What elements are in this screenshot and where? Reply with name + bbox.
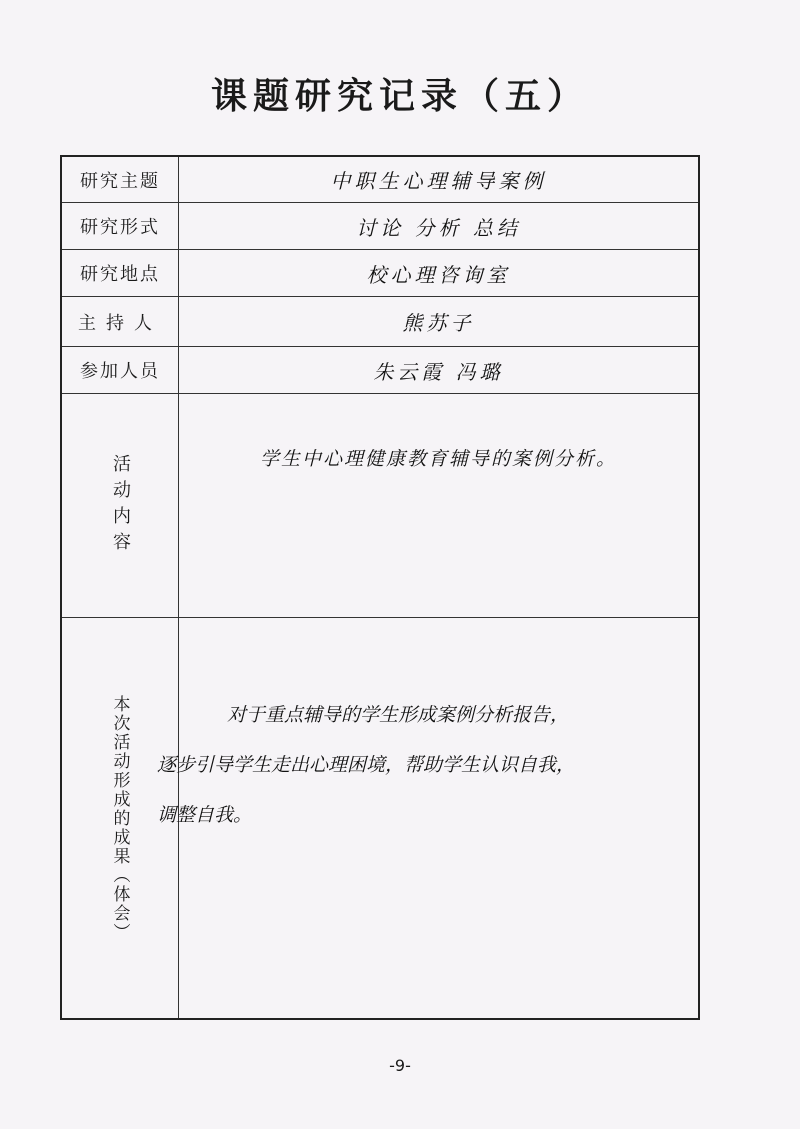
page-title: 课题研究记录（五） — [210, 76, 589, 117]
outcome-label: 本次活动形成的成果（体会） — [62, 618, 179, 1018]
page-number: -9- — [389, 1056, 411, 1075]
form-label: 研究形式 — [62, 203, 179, 249]
row-topic — [62, 157, 698, 203]
host-label: 主持人 — [62, 297, 179, 346]
host-value: 熊苏子 — [402, 311, 475, 335]
topic-label: 研究主题 — [62, 157, 179, 202]
topic-value: 中职生心理辅导案例 — [330, 169, 547, 193]
activity-label: 活动内容 — [62, 394, 179, 617]
outcome-text — [157, 690, 637, 840]
row-form — [62, 203, 698, 250]
outcome-line-2: 逐步引导学生走出心理困境，帮助学生认识自我， — [157, 754, 576, 776]
location-label: 研究地点 — [62, 250, 179, 296]
outcome-line-3: 调整自我。 — [157, 804, 253, 826]
location-value: 校心理咨询室 — [366, 262, 511, 287]
form-value: 讨论 分析 总结 — [356, 215, 521, 240]
participants-label: 参加人员 — [62, 347, 179, 393]
row-participants — [62, 347, 698, 394]
participants-value: 朱云霞 冯璐 — [373, 359, 504, 384]
row-host — [62, 297, 698, 347]
row-location — [62, 250, 698, 297]
outcome-line-1: 对于重点辅导的学生形成案例分析报告， — [227, 704, 570, 726]
row-activity — [62, 394, 698, 618]
record-table — [60, 155, 700, 1020]
activity-value: 学生中心理健康教育辅导的案例分析。 — [259, 448, 617, 470]
